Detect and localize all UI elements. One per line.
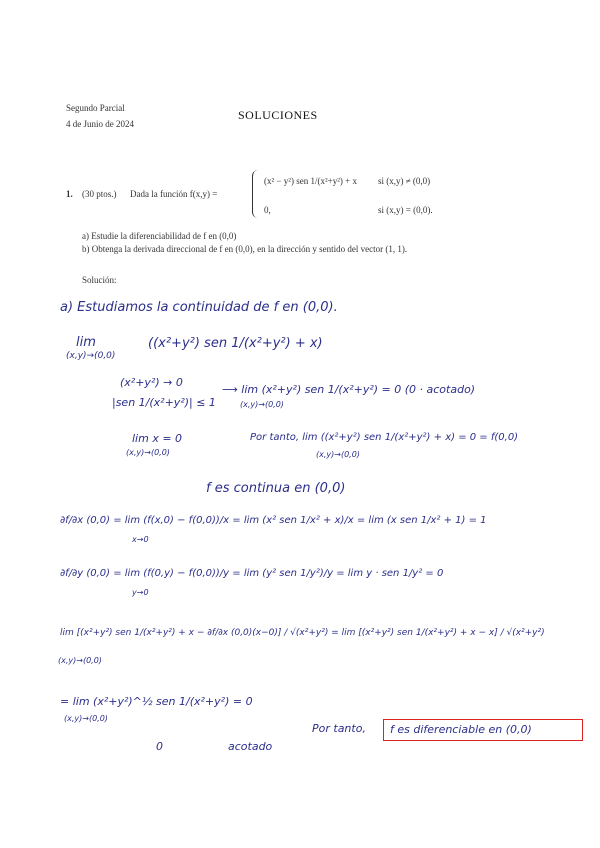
case1-expression: (x² − y²) sen 1/(x²+y²) + x [264, 176, 358, 186]
case1-condition: si (x,y) ≠ (0,0) [378, 176, 431, 186]
hw-partial-y-sub: y→0 [132, 588, 149, 597]
hw-continuity-heading: a) Estudiamos la continuidad de f en (0,0). [60, 300, 338, 315]
course-label: Segundo Parcial [66, 103, 125, 113]
case2-expression: 0, [264, 205, 271, 215]
hw-differentiability-sub: (x,y)→(0,0) [58, 656, 102, 665]
case2-condition: si (x,y) = (0,0). [378, 205, 433, 215]
hw-conclusion: f es diferenciable en (0,0) [390, 723, 532, 736]
hw-continuous-statement: f es continua en (0,0) [206, 481, 346, 496]
piecewise-brace [252, 170, 259, 218]
hw-lim1-expression: ((x²+y²) sen 1/(x²+y²) + x) [148, 336, 323, 351]
page-title: SOLUCIONES [238, 108, 318, 122]
problem-points: (30 ptos.) [82, 189, 117, 199]
solution-label: Solución: [82, 275, 117, 285]
hw-condition-1: (x²+y²) → 0 [120, 376, 183, 389]
hw-bounded-label: acotado [228, 740, 273, 753]
hw-lim-word: lim [76, 335, 96, 350]
hw-therefore-limit: Por tanto, lim ((x²+y²) sen 1/(x²+y²) + x) = 0 = f(0,0) [250, 432, 519, 443]
hw-partial-y: ∂f/∂y (0,0) = lim (f(0,y) − f(0,0))/y = lim (y² sen 1/y²)/y = lim y · sen 1/y² = 0 [60, 568, 444, 579]
hw-conclusion-lead: Por tanto, [312, 722, 366, 735]
hw-partial-x: ∂f/∂x (0,0) = lim (f(x,0) − f(0,0))/x = lim (x² sen 1/x² + x)/x = lim (x sen 1/x² + 1) = 1 [60, 515, 487, 526]
hw-final-limit: = lim (x²+y²)^½ sen 1/(x²+y²) = 0 [60, 695, 253, 708]
hw-lim-x-sub: (x,y)→(0,0) [126, 448, 170, 457]
hw-partial-x-sub: x→0 [132, 535, 149, 544]
hw-lim-sub: (x,y)→(0,0) [66, 351, 116, 361]
hw-final-sub: (x,y)→(0,0) [64, 714, 108, 723]
hw-condition-result: ⟶ lim (x²+y²) sen 1/(x²+y²) = 0 (0 · acotado) [222, 383, 476, 396]
problem-number: 1. [66, 189, 73, 199]
hw-therefore-limit-sub: (x,y)→(0,0) [316, 450, 360, 459]
hw-lim-x: lim x = 0 [132, 432, 183, 445]
hw-condition-result-sub: (x,y)→(0,0) [240, 400, 284, 409]
problem-statement: Dada la función f(x,y) = [130, 189, 218, 199]
part-a: a) Estudie la diferenciabilidad de f en (0,0) [82, 231, 237, 241]
hw-arrow-zero: 0 [156, 740, 163, 753]
exam-date: 4 de Junio de 2024 [66, 119, 134, 129]
part-b: b) Obtenga la derivada direccional de f en (0,0), en la dirección y sentido del vector (1, 1). [82, 244, 408, 254]
hw-condition-2: |sen 1/(x²+y²)| ≤ 1 [112, 396, 216, 409]
hw-differentiability-limit: lim [(x²+y²) sen 1/(x²+y²) + x − ∂f/∂x (0,0)(x−0)] / √(x²+y²) = lim [(x²+y²) sen 1/(x²+y²) + x − x] / √(x²+y²) [60, 628, 545, 638]
